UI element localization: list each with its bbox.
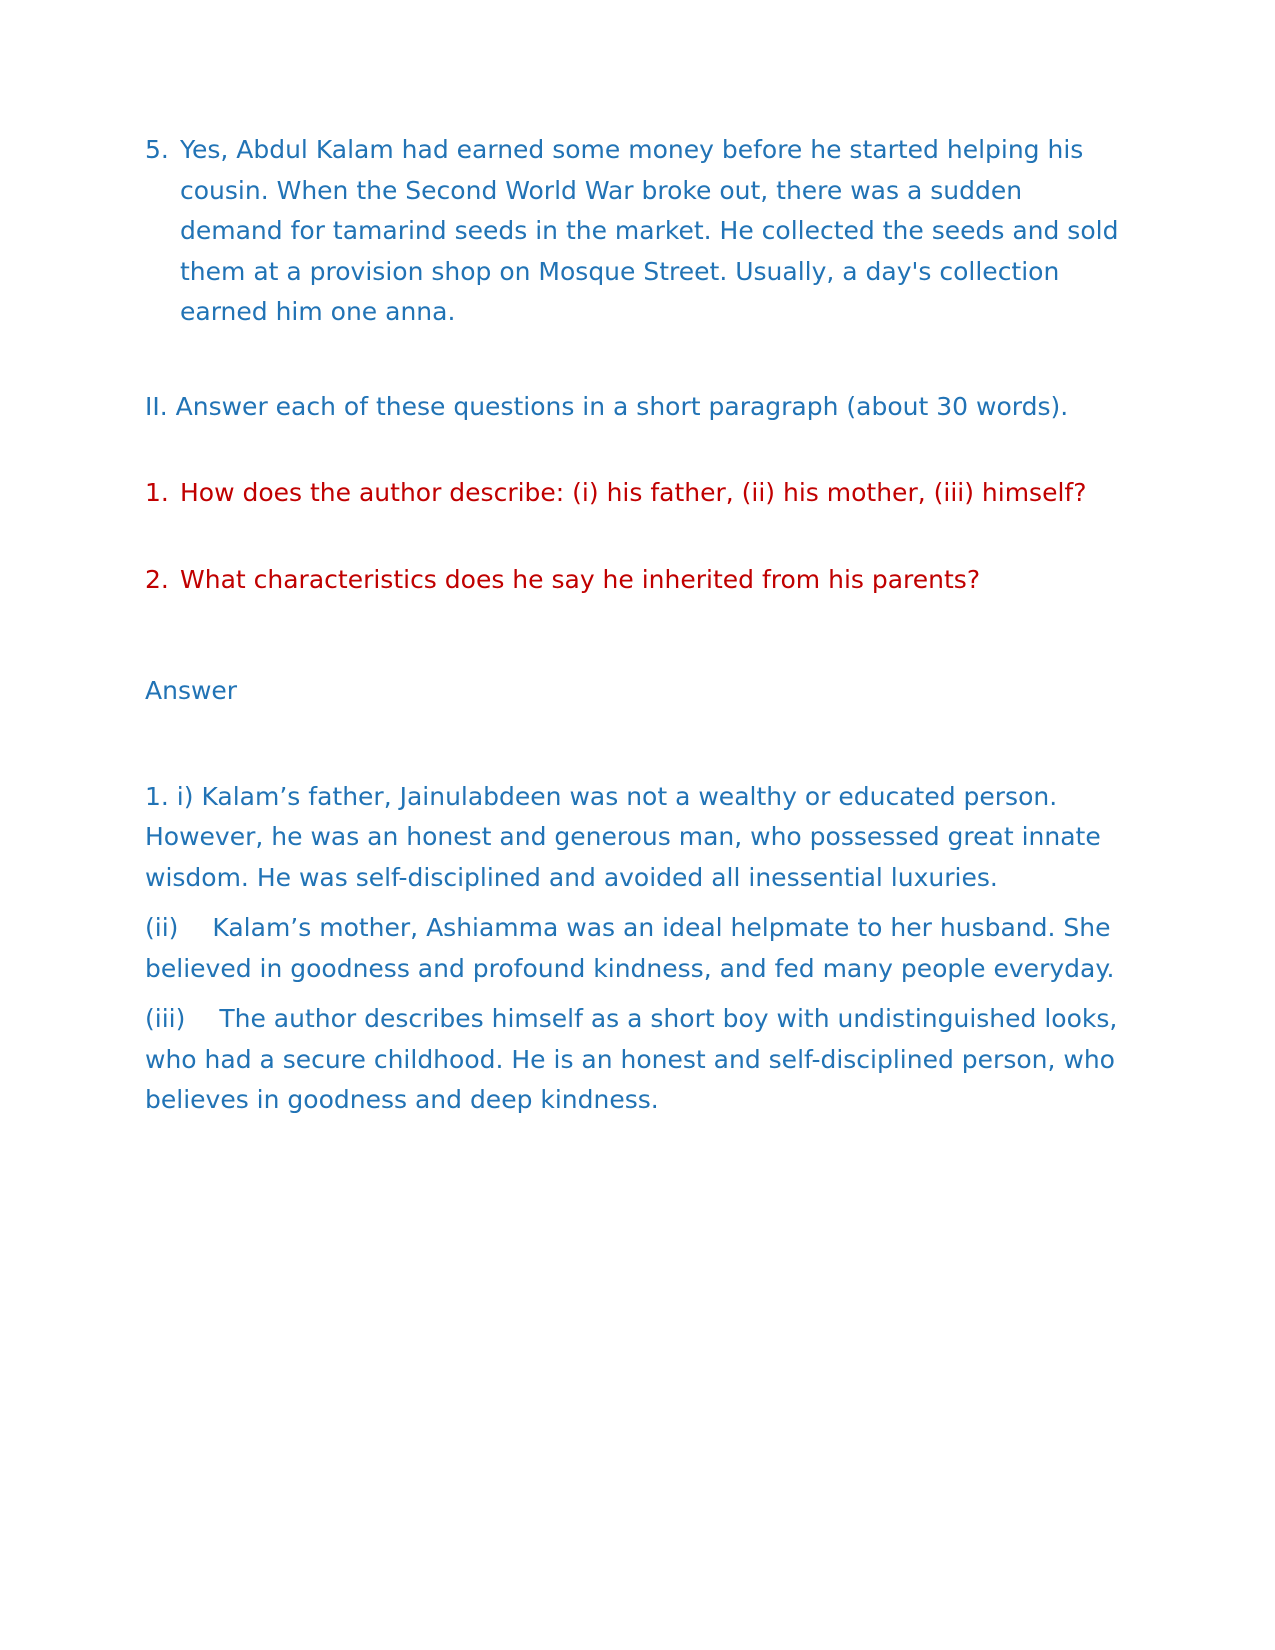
spacer xyxy=(145,737,1130,777)
answer-item-5-text: Yes, Abdul Kalam had earned some money before he started helping his cousin. When the Second World War broke out, there was a sudden demand for tamarind seeds in the market. He collected the seeds and sold them at a provision shop on Mosque Street. Usually, a day's collection earned him one anna. xyxy=(180,135,1119,326)
answer-paragraph-iii-text: The author describes himself as a short boy with undistinguished looks, who had a secure childhood. He is an honest and self-disciplined person, who believes in goodness and deep kindness. xyxy=(145,1004,1118,1114)
answer-paragraph-ii-text: Kalam’s mother, Ashiamma was an ideal helpmate to her husband. She believed in goodness and profound kindness, and fed many people everyday. xyxy=(145,913,1115,983)
answer-paragraph-ii-label: (ii) xyxy=(145,913,179,942)
question-1-marker: 1. xyxy=(145,478,169,507)
question-2 xyxy=(145,560,1130,601)
question-1-text: How does the author describe: (i) his father, (ii) his mother, (iii) himself? xyxy=(180,478,1087,507)
answer-label: Answer xyxy=(145,676,238,705)
answer-paragraph-i-text: Kalam’s father, Jainulabdeen was not a wealthy or educated person. However, he was an honest and generous man, who possessed great innate wisdom. He was self-disciplined and avoided all inessential luxuries. xyxy=(145,781,1101,892)
question-1 xyxy=(145,473,1130,514)
spacer xyxy=(145,427,1130,473)
answer-paragraph-i xyxy=(145,777,1130,899)
answer-item-5-marker: 5. xyxy=(145,135,169,164)
section-heading: II. Answer each of these questions in a short paragraph (about 30 words). xyxy=(145,391,1069,421)
answer-paragraph-iii-label: (iii) xyxy=(145,1004,186,1033)
document-body xyxy=(145,130,1130,1121)
answer-paragraph-ii xyxy=(145,908,1130,989)
spacer xyxy=(145,514,1130,560)
answer-paragraph-iii xyxy=(145,999,1130,1121)
spacer xyxy=(145,333,1130,387)
spacer xyxy=(145,600,1130,646)
answer-paragraph-i-label: 1. i) xyxy=(145,781,194,811)
question-2-text: What characteristics does he say he inherited from his parents? xyxy=(180,564,981,594)
question-2-marker: 2. xyxy=(145,564,169,594)
answer-item-5 xyxy=(145,130,1130,333)
